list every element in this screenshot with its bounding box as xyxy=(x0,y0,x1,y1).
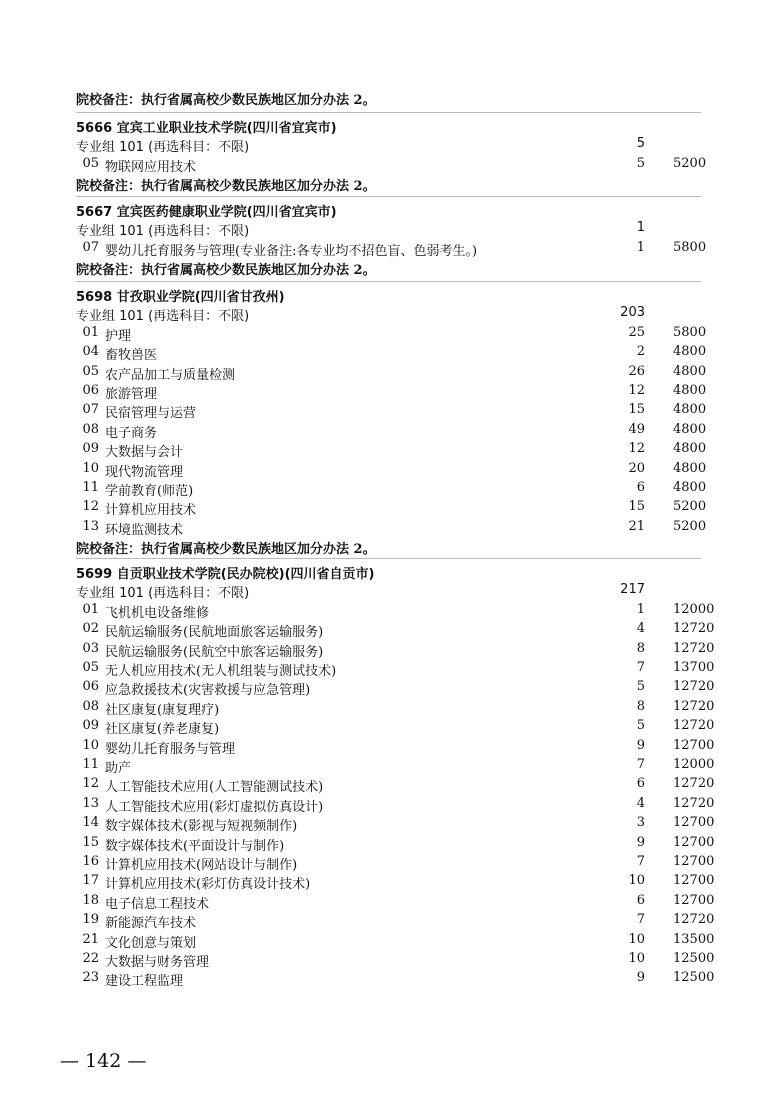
major-count: 7 xyxy=(636,854,645,869)
major-row xyxy=(0,499,777,519)
major-name: 飞机机电设备维修 xyxy=(105,605,210,621)
major-code: 11 xyxy=(82,480,99,495)
major-code: 21 xyxy=(82,931,99,947)
school-header-line xyxy=(0,286,777,306)
major-fee: 12700 xyxy=(673,815,715,831)
major-code: 07 xyxy=(82,239,99,255)
major-count: 15 xyxy=(628,499,645,515)
major-name: 建设工程监理 xyxy=(105,974,184,990)
group-label: 专业组 101 (再选科目：不限) xyxy=(76,586,250,602)
major-count: 6 xyxy=(636,776,645,792)
major-fee: 5200 xyxy=(673,155,707,171)
major-row xyxy=(0,422,777,442)
major-code: 10 xyxy=(82,460,99,476)
major-code: 17 xyxy=(82,873,99,889)
school-remark: 院校备注：执行省属高校少数民族地区加分办法 2。 xyxy=(76,179,376,195)
major-row xyxy=(0,970,777,990)
major-code: 15 xyxy=(82,834,99,850)
group-total: 203 xyxy=(620,305,645,321)
major-fee: 12000 xyxy=(673,757,715,772)
major-row xyxy=(0,854,777,874)
major-code: 05 xyxy=(82,363,99,379)
major-name: 物联网应用技术 xyxy=(105,159,197,175)
major-fee: 12720 xyxy=(673,795,715,811)
major-code: 16 xyxy=(82,854,99,869)
group-line xyxy=(0,220,777,240)
major-name: 电子信息工程技术 xyxy=(105,896,210,912)
group-total: 217 xyxy=(620,582,645,598)
major-fee: 4800 xyxy=(673,363,707,379)
major-name: 婴幼儿托育服务与管理(专业备注:各专业均不招色盲、色弱考生。) xyxy=(105,243,478,259)
major-row xyxy=(0,344,777,364)
major-row xyxy=(0,383,777,403)
major-fee: 12700 xyxy=(673,854,715,869)
school-remark: 院校备注：执行省属高校少数民族地区加分办法 2。 xyxy=(76,542,376,558)
school-header-line xyxy=(0,563,777,583)
school-remark-line xyxy=(0,175,777,195)
group-line xyxy=(0,136,777,156)
major-name: 农产品加工与质量检测 xyxy=(105,367,236,383)
major-row xyxy=(0,738,777,758)
major-count: 3 xyxy=(636,815,645,831)
major-fee: 12500 xyxy=(673,970,715,986)
major-row xyxy=(0,718,777,738)
major-count: 12 xyxy=(628,441,645,457)
major-fee: 12720 xyxy=(673,912,715,928)
major-code: 12 xyxy=(82,499,99,515)
school-remark: 院校备注：执行省属高校少数民族地区加分办法 2。 xyxy=(76,263,376,279)
group-label: 专业组 101 (再选科目：不限) xyxy=(76,140,250,156)
major-name: 护理 xyxy=(105,328,132,344)
major-fee: 13500 xyxy=(673,931,715,947)
major-fee: 12720 xyxy=(673,640,715,656)
major-fee: 5800 xyxy=(673,239,707,255)
group-line xyxy=(0,582,777,602)
major-row xyxy=(0,815,777,835)
major-code: 03 xyxy=(82,640,99,656)
group-total: 5 xyxy=(636,136,645,152)
major-row xyxy=(0,679,777,699)
major-name: 大数据与会计 xyxy=(105,445,184,461)
major-row xyxy=(0,932,777,952)
major-fee: 12720 xyxy=(673,679,715,695)
major-fee: 4800 xyxy=(673,441,707,457)
major-fee: 5200 xyxy=(673,499,707,515)
major-code: 07 xyxy=(82,402,99,418)
major-count: 15 xyxy=(628,402,645,418)
major-row xyxy=(0,893,777,913)
major-code: 01 xyxy=(82,601,99,617)
major-count: 6 xyxy=(636,892,645,908)
major-code: 05 xyxy=(82,155,99,171)
major-row xyxy=(0,951,777,971)
major-code: 13 xyxy=(82,518,99,534)
major-code: 05 xyxy=(82,660,99,675)
major-count: 5 xyxy=(636,718,645,734)
major-code: 14 xyxy=(82,815,99,831)
major-fee: 4800 xyxy=(673,383,707,398)
school-header-line xyxy=(0,201,777,221)
major-name: 现代物流管理 xyxy=(105,464,184,480)
major-name: 应急救援技术(灾害救援与应急管理) xyxy=(105,683,311,699)
major-count: 49 xyxy=(628,421,645,437)
major-row xyxy=(0,402,777,422)
major-fee: 4800 xyxy=(673,344,707,360)
major-count: 7 xyxy=(636,757,645,772)
major-name: 婴幼儿托育服务与管理 xyxy=(105,741,236,757)
major-row xyxy=(0,364,777,384)
major-fee: 12720 xyxy=(673,621,715,637)
major-code: 11 xyxy=(82,757,99,772)
major-count: 9 xyxy=(636,737,645,753)
major-name: 社区康复(康复理疗) xyxy=(105,702,220,718)
major-count: 2 xyxy=(636,344,645,360)
group-total: 1 xyxy=(636,220,645,236)
major-fee: 13700 xyxy=(673,660,715,675)
major-count: 7 xyxy=(636,660,645,675)
top-remark-line xyxy=(0,89,777,109)
major-name: 民航运输服务(民航地面旅客运输服务) xyxy=(105,625,324,641)
major-name: 电子商务 xyxy=(105,425,158,441)
major-name: 文化创意与策划 xyxy=(105,935,197,951)
major-fee: 12500 xyxy=(673,951,715,966)
section-divider xyxy=(76,112,701,113)
major-count: 1 xyxy=(636,601,645,617)
major-fee: 4800 xyxy=(673,460,707,476)
major-row xyxy=(0,776,777,796)
major-count: 1 xyxy=(636,239,645,255)
major-code: 12 xyxy=(82,776,99,792)
school-header: 5699 自贡职业技术学院(民办院校)(四川省自贡市) xyxy=(76,567,375,582)
major-fee: 12720 xyxy=(673,718,715,734)
major-count: 25 xyxy=(628,324,645,340)
major-row xyxy=(0,912,777,932)
major-name: 数字媒体技术(平面设计与制作) xyxy=(105,838,285,854)
section-divider xyxy=(76,281,701,282)
major-name: 旅游管理 xyxy=(105,387,158,402)
major-name: 计算机应用技术(彩灯仿真设计技术) xyxy=(105,877,311,893)
major-count: 10 xyxy=(628,951,645,966)
page-number: — 142 — xyxy=(60,1050,147,1072)
major-count: 8 xyxy=(636,698,645,714)
major-row xyxy=(0,757,777,777)
major-row xyxy=(0,441,777,461)
major-name: 民宿管理与运营 xyxy=(105,406,197,422)
school-remark: 院校备注：执行省属高校少数民族地区加分办法 2。 xyxy=(76,93,376,108)
school-header: 5698 甘孜职业学院(四川省甘孜州) xyxy=(76,290,285,305)
school-remark-line xyxy=(0,538,777,558)
group-line xyxy=(0,305,777,325)
major-count: 5 xyxy=(636,679,645,695)
major-row xyxy=(0,873,777,893)
major-name: 人工智能技术应用(彩灯虚拟仿真设计) xyxy=(105,799,324,815)
major-count: 4 xyxy=(636,621,645,637)
school-header: 5667 宜宾医药健康职业学院(四川省宜宾市) xyxy=(76,205,337,220)
school-header: 5666 宜宾工业职业技术学院(四川省宜宾市) xyxy=(76,121,337,136)
major-name: 计算机应用技术(网站设计与制作) xyxy=(105,858,298,873)
group-label: 专业组 101 (再选科目：不限) xyxy=(76,309,250,325)
major-fee: 4800 xyxy=(673,421,707,437)
major-code: 08 xyxy=(82,421,99,437)
major-fee: 12700 xyxy=(673,834,715,850)
major-row xyxy=(0,461,777,481)
major-name: 环境监测技术 xyxy=(105,522,184,538)
major-name: 社区康复(养老康复) xyxy=(105,722,220,738)
major-fee: 12700 xyxy=(673,737,715,753)
major-code: 06 xyxy=(82,679,99,695)
major-count: 26 xyxy=(628,363,645,379)
major-code: 08 xyxy=(82,698,99,714)
major-row xyxy=(0,519,777,539)
major-count: 21 xyxy=(628,518,645,534)
group-label: 专业组 101 (再选科目：不限) xyxy=(76,224,250,240)
major-count: 6 xyxy=(636,480,645,495)
major-fee: 12700 xyxy=(673,892,715,908)
major-row xyxy=(0,641,777,661)
major-row xyxy=(0,699,777,719)
major-name: 计算机应用技术 xyxy=(105,503,197,519)
major-name: 数字媒体技术(影视与短视频制作) xyxy=(105,819,298,835)
major-count: 20 xyxy=(628,460,645,476)
major-row xyxy=(0,240,777,260)
school-header-line xyxy=(0,117,777,137)
major-code: 10 xyxy=(82,737,99,753)
major-fee: 12000 xyxy=(673,601,715,617)
major-code: 02 xyxy=(82,621,99,637)
major-count: 10 xyxy=(628,873,645,889)
major-name: 大数据与财务管理 xyxy=(105,955,210,970)
major-count: 10 xyxy=(628,931,645,947)
major-count: 7 xyxy=(636,912,645,928)
major-count: 9 xyxy=(636,834,645,850)
major-code: 01 xyxy=(82,324,99,340)
major-name: 无人机应用技术(无人机组装与测试技术) xyxy=(105,664,337,679)
major-fee: 12720 xyxy=(673,698,715,714)
major-row xyxy=(0,480,777,500)
major-count: 8 xyxy=(636,640,645,656)
major-fee: 5800 xyxy=(673,324,707,340)
major-name: 人工智能技术应用(人工智能测试技术) xyxy=(105,780,324,796)
major-code: 22 xyxy=(82,951,99,966)
major-code: 19 xyxy=(82,912,99,928)
major-fee: 12720 xyxy=(673,776,715,792)
major-code: 04 xyxy=(82,344,99,360)
major-code: 18 xyxy=(82,892,99,908)
major-count: 4 xyxy=(636,795,645,811)
major-fee: 4800 xyxy=(673,402,707,418)
major-row xyxy=(0,621,777,641)
major-name: 畜牧兽医 xyxy=(105,348,158,364)
major-code: 23 xyxy=(82,970,99,986)
major-row xyxy=(0,796,777,816)
major-name: 新能源汽车技术 xyxy=(105,916,197,932)
major-count: 12 xyxy=(628,383,645,398)
major-count: 5 xyxy=(636,155,645,171)
major-code: 09 xyxy=(82,718,99,734)
major-code: 06 xyxy=(82,383,99,398)
major-code: 13 xyxy=(82,795,99,811)
major-fee: 12700 xyxy=(673,873,715,889)
major-name: 学前教育(师范) xyxy=(105,484,194,499)
major-row xyxy=(0,835,777,855)
major-name: 助产 xyxy=(105,761,132,776)
major-fee: 4800 xyxy=(673,480,707,495)
major-row xyxy=(0,602,777,622)
section-divider xyxy=(76,196,701,197)
major-name: 民航运输服务(民航空中旅客运输服务) xyxy=(105,644,324,660)
major-code: 09 xyxy=(82,441,99,457)
major-row xyxy=(0,660,777,680)
major-row xyxy=(0,325,777,345)
major-fee: 5200 xyxy=(673,518,707,534)
major-count: 9 xyxy=(636,970,645,986)
major-row xyxy=(0,156,777,176)
school-remark-line xyxy=(0,259,777,279)
section-divider xyxy=(76,558,701,559)
